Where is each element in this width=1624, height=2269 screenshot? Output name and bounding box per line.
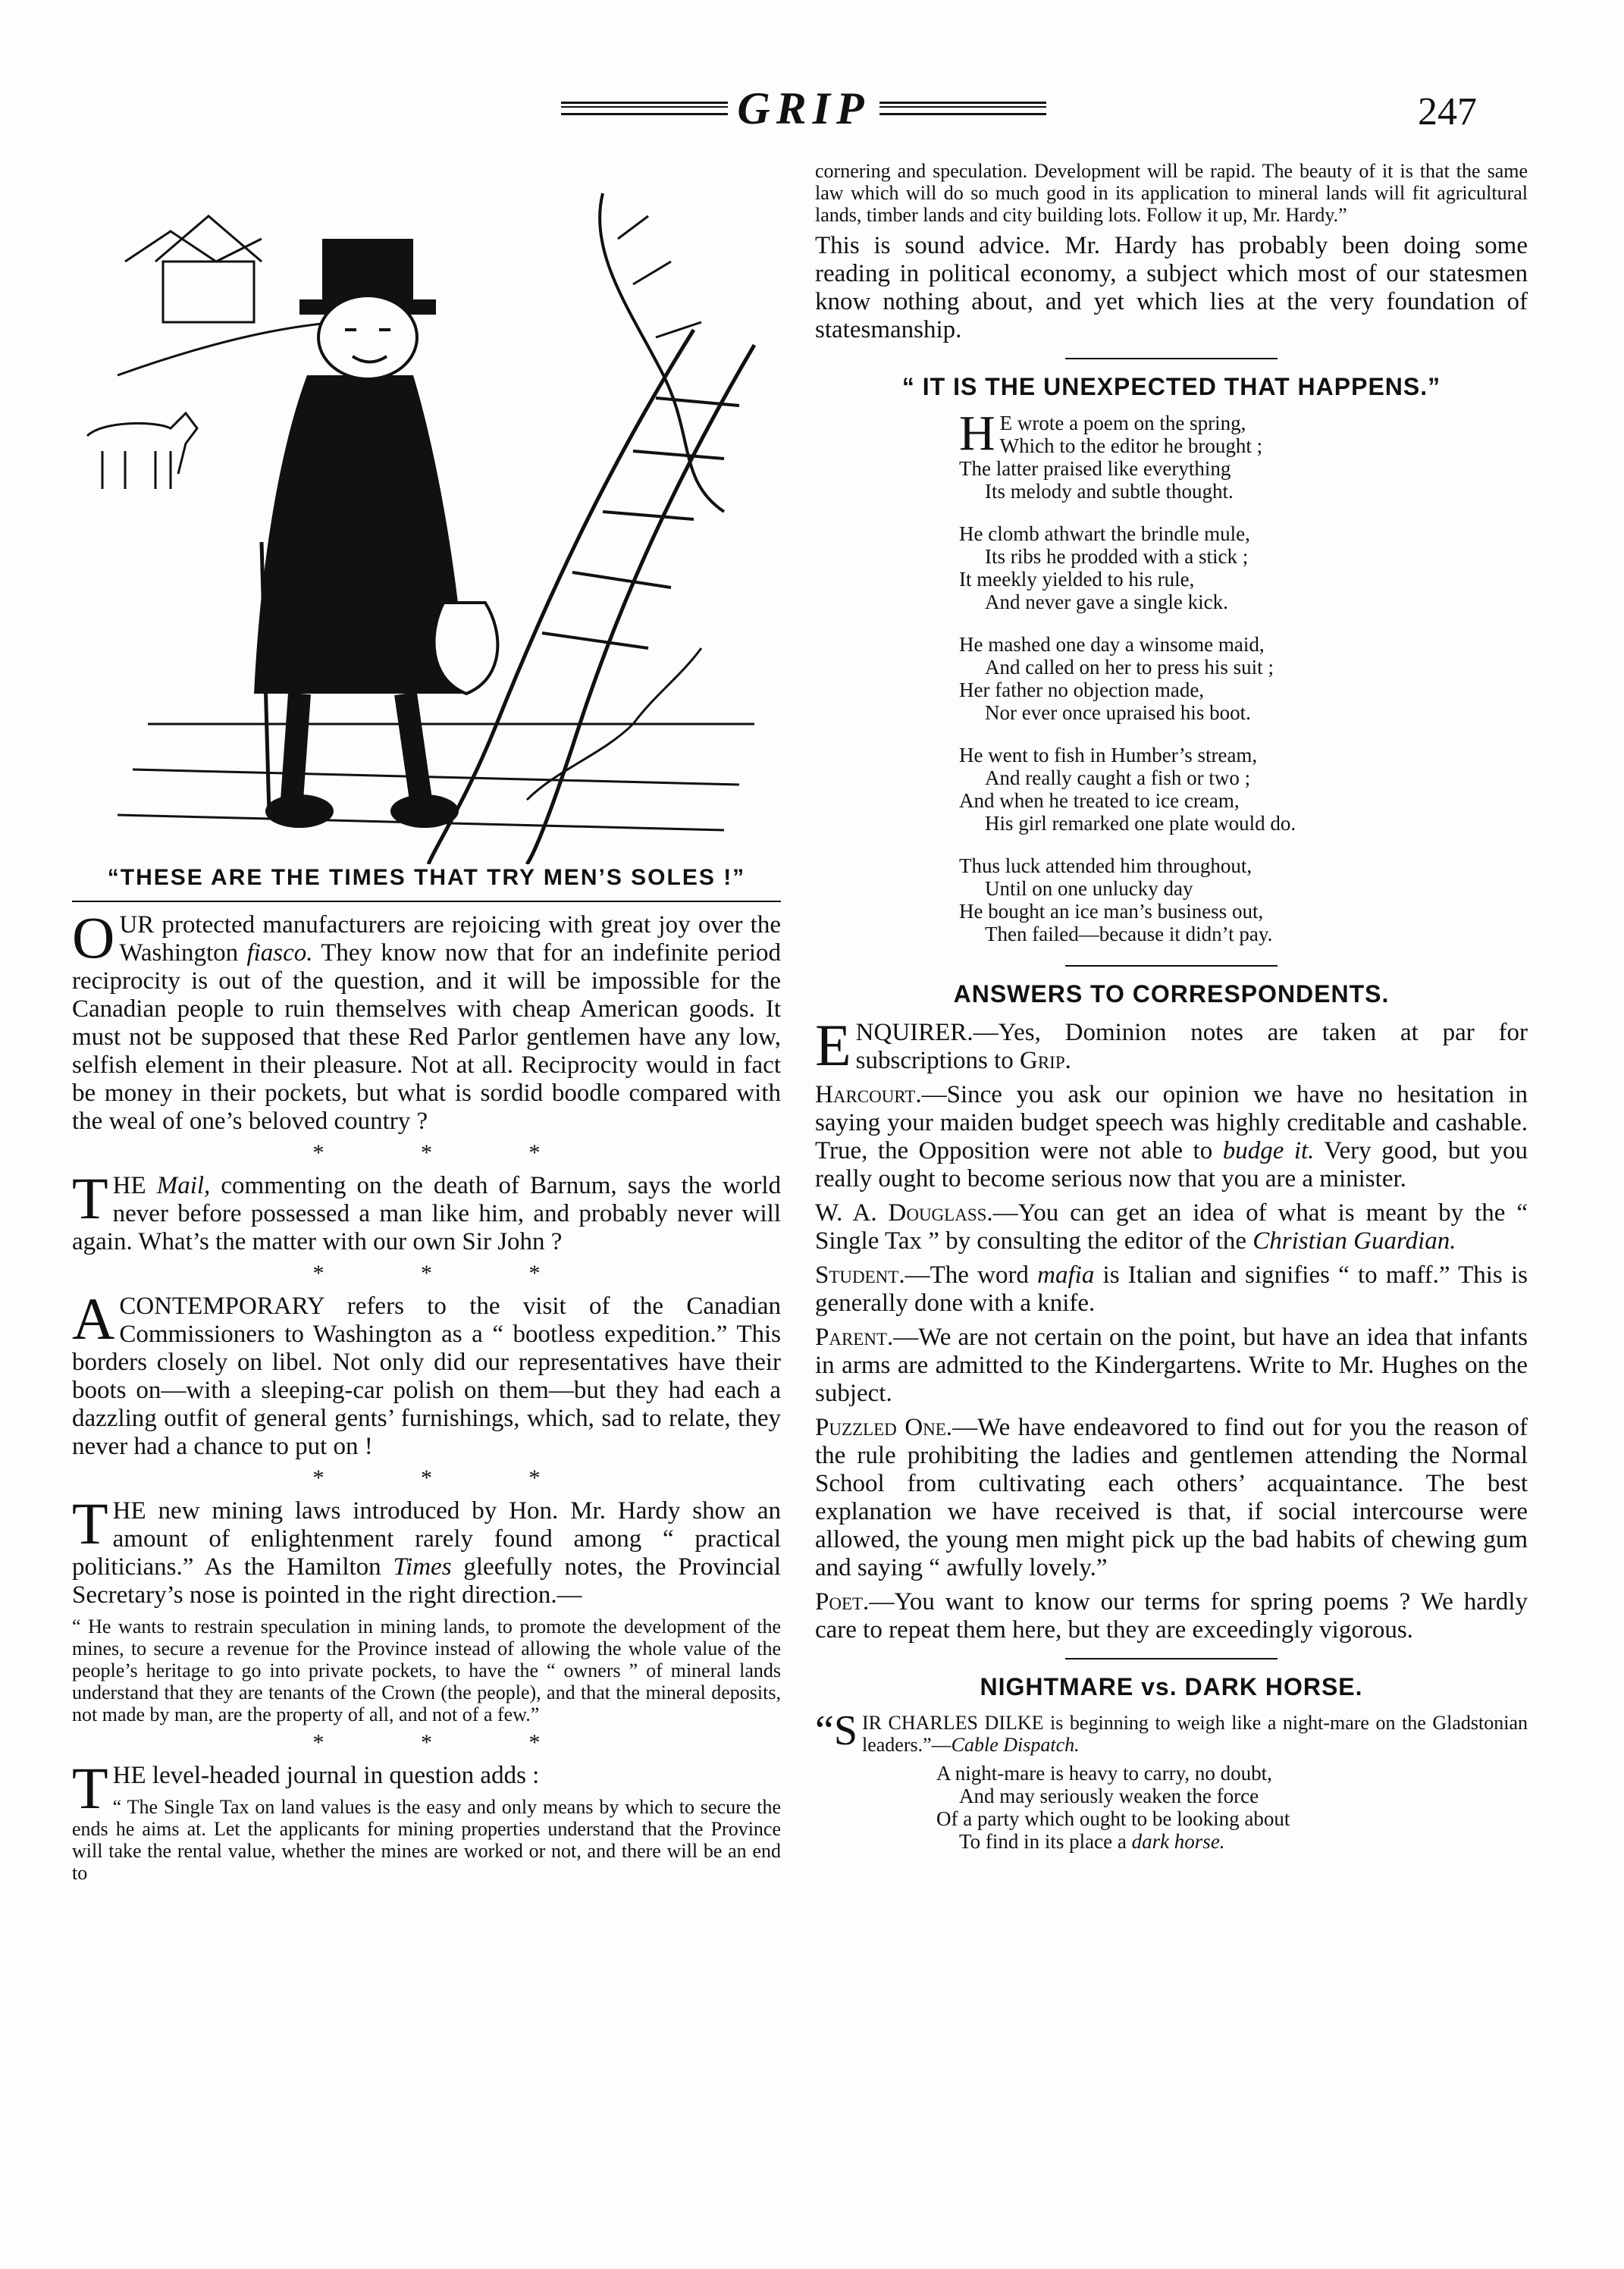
poem-stanza	[959, 744, 1528, 835]
drop-cap: E	[815, 1012, 851, 1078]
right-column	[815, 155, 1528, 1853]
answer-name: Puzzled One.	[815, 1414, 953, 1441]
answer-name: W. A. Douglass.	[815, 1199, 993, 1227]
paragraph-advice: This is sound advice. Mr. Hardy has probably been doing some reading in political economy, a subject which most of our statesmen know nothing about, and yet which lies at the very foundation of statesmanship.	[815, 232, 1528, 343]
paragraph-italic: Mail,	[156, 1172, 211, 1199]
paragraph-italic: Times	[393, 1553, 452, 1581]
cartoon-drawing	[72, 148, 781, 864]
answer-text: —You want to know our terms for spring poems ? We hardly care to repeat them here, but they are exceedingly vigorous.	[815, 1588, 1528, 1644]
masthead-rule-right	[879, 102, 1046, 115]
quote-text: IR CHARLES DILKE is beginning to weigh like a night-mare on the Gladstonian leaders.”—	[862, 1712, 1528, 1756]
paragraph-text: HE	[112, 1172, 157, 1199]
poem-line: It meekly yielded to his rule,	[959, 568, 1195, 591]
quote-single-tax: “ The Single Tax on land values is the easy and only means by which to secure the ends he aims at. Let the applicants for mining properties understand that the Province will take the rental value, whether the mines are worked or not, and there will be an end to	[72, 1796, 781, 1884]
answer-text: —Since you ask our opinion we have no hesitation in saying your maiden budget speech was highly creditable and cashable. True, the Opposition were not able to	[815, 1081, 1528, 1164]
answer-italic: mafia	[1037, 1261, 1095, 1289]
poem-line: And never gave a single kick.	[985, 591, 1228, 613]
answer-name: Poet.	[815, 1588, 870, 1616]
poem-line: He bought an ice man’s business out,	[959, 900, 1264, 923]
masthead-title: GRIP	[737, 83, 870, 133]
answer-text: Very good, but you really ought to become serious now that you are a minister.	[815, 1137, 1528, 1192]
cartoon-illustration	[72, 148, 781, 864]
verse-line	[936, 1830, 1528, 1853]
poem-line: Its melody and subtle thought.	[985, 480, 1234, 503]
drop-cap: T	[72, 1490, 108, 1556]
poem-line: Then failed—because it didn’t pay.	[985, 923, 1273, 945]
divider	[1065, 965, 1278, 967]
nightmare-verse	[815, 1762, 1528, 1853]
answer-student	[815, 1261, 1528, 1318]
paragraph-journal	[72, 1755, 781, 1821]
poem-line: Nor ever once upraised his boot.	[985, 701, 1251, 724]
poem-stanza	[959, 406, 1528, 503]
drop-cap: H	[959, 406, 995, 461]
answer-italic: Christian Guardian.	[1252, 1227, 1456, 1255]
cartoon-caption: “THESE ARE THE TIMES THAT TRY MEN’S SOLES !”	[107, 865, 746, 890]
masthead	[561, 82, 1046, 135]
paragraph-text: gleefully notes, the Provincial Secretary’s nose is pointed in the right direction.—	[72, 1553, 782, 1609]
poem-stanza	[959, 633, 1528, 724]
poem-stanza	[959, 522, 1528, 613]
paragraph-text: UR protected manufacturers are rejoicing with great joy over the Washington	[119, 911, 781, 967]
answer-name: Parent.	[815, 1324, 894, 1351]
left-column	[72, 148, 781, 1890]
divider	[1065, 358, 1278, 359]
verse-line: Of a party which ought to be looking about	[936, 1807, 1290, 1830]
poem-line: Which to the editor he brought ;	[999, 434, 1263, 457]
poem-title: “ IT IS THE UNEXPECTED THAT HAPPENS.”	[901, 373, 1441, 400]
answer-text: —We are not certain on the point, but have an idea that infants in arms are admitted to the Kindergartens. Write to Mr. Hughes on the subject.	[815, 1324, 1528, 1407]
answer-text: —The word	[904, 1261, 1038, 1289]
paragraph-italic: fiasco.	[246, 939, 313, 967]
poem-line: He mashed one day a winsome maid,	[959, 633, 1265, 656]
poem-line: Thus luck attended him throughout,	[959, 854, 1252, 877]
drop-cap: T	[72, 1165, 108, 1231]
answers-title: ANSWERS TO CORRESPONDENTS.	[953, 980, 1390, 1008]
drop-cap: “S	[815, 1707, 857, 1754]
section-stars: * * *	[312, 1261, 586, 1286]
answer-name: Harcourt.	[815, 1081, 922, 1108]
answer-text: —Yes, Dominion notes are taken at par for subscriptions to	[855, 1019, 1528, 1074]
poem-line: And called on her to press his suit ;	[985, 656, 1274, 679]
section-stars: * * *	[312, 1730, 586, 1755]
verse-italic: dark horse.	[1131, 1830, 1225, 1853]
paragraph-text: They know now that for an indefinite period reciprocity is out of the question, and it will be impossible for the Canadian people to ruin themselves with cheap American goods. It must not be supposed that these Red Parlor gentlemen have any low, selfish element in their pleasure. Not at all. Reciprocity would in fact be money in their pockets, but what is sordid boodle compared with the weal of one’s beloved country ?	[72, 939, 781, 1135]
verse-text: To find in its place a	[959, 1830, 1132, 1853]
poem-line: Its ribs he prodded with a stick ;	[985, 545, 1249, 568]
paragraph-text: CONTEMPORARY refers to the visit of the Canadian Commissioners to Washington as a “ bootless expedition.” This borders closely on libel. Not only did our representatives have their boots on—with a sleeping-car polish on them—but they had each a dazzling outfit of general gents’ furnishings, which, sad to relate, they never had a chance to put on !	[72, 1293, 781, 1460]
poem-line: And really caught a fish or two ;	[985, 766, 1251, 789]
answer-harcourt	[815, 1081, 1528, 1193]
paragraph-text: commenting on the death of Barnum, says the world never before possessed a man like him, and probably never will again. What’s the matter with our own Sir John ?	[72, 1172, 781, 1255]
answer-poet	[815, 1588, 1528, 1644]
poem	[815, 406, 1528, 945]
verse-line: And may seriously weaken the force	[959, 1785, 1259, 1807]
paragraph-reciprocity	[72, 904, 781, 1136]
answer-italic: budge it.	[1222, 1137, 1315, 1164]
quote-continued: cornering and speculation. Development will be rapid. The beauty of it is that the same law which will do so much good in its application to mineral lands will fit agricultural lands, timber lands and city building lots. Follow it up, Mr. Hardy.”	[815, 160, 1528, 226]
answer-name: NQUIRER.	[855, 1019, 973, 1046]
answer-enquirer	[815, 1012, 1528, 1078]
section-stars: * * *	[312, 1140, 586, 1165]
quote-source: Cable Dispatch.	[951, 1734, 1080, 1756]
answer-text: —We have endeavored to find out for you the reason of the rule prohibiting the ladies and gentlemen attending the Normal School from cultivating each others’ acquaintance. The best explanation we have received is that, if social intercourse were allowed, the young men might pick up the bad habits of chewing gum and saying “ awfully lovely.”	[815, 1414, 1528, 1581]
drop-cap: T	[72, 1755, 108, 1821]
answer-name: Student.	[815, 1261, 905, 1289]
divider	[1065, 1658, 1278, 1659]
quote-speculation: “ He wants to restrain speculation in mining lands, to promote the development of the mines, to secure a revenue for the Province instead of allowing the whole value of the people’s heritage to go into private pockets, to have the “ owners ” of mineral lands understand that they are tenants of the Crown (the people), and that the mineral deposits, not made by man, are the property of all, and not of a few.”	[72, 1616, 781, 1725]
answer-parent	[815, 1324, 1528, 1408]
masthead-rule-left	[561, 102, 728, 115]
paragraph-contemporary	[72, 1286, 781, 1461]
nightmare-title: NIGHTMARE vs. DARK HORSE.	[980, 1673, 1363, 1700]
poem-line: Her father no objection made,	[959, 679, 1205, 701]
page-number: 247	[1418, 90, 1477, 133]
poem-line: He went to fish in Humber’s stream,	[959, 744, 1258, 766]
paragraph-mining-laws	[72, 1490, 782, 1609]
paragraph-barnum	[72, 1165, 781, 1256]
poem-line: He clomb athwart the brindle mule,	[959, 522, 1250, 545]
poem-line: And when he treated to ice cream,	[959, 789, 1240, 812]
section-stars: * * *	[312, 1465, 586, 1490]
paragraph-text: HE new mining laws introduced by Hon. Mr. Hardy show an amount of enlightenment rarely found among “ practical politicians.” As the Hamilton	[72, 1497, 781, 1581]
answer-text: —You can get an idea of what is meant by the “ Single Tax ” by consulting the editor of the	[815, 1199, 1528, 1255]
nightmare-quote	[815, 1707, 1528, 1756]
poem-line: E wrote a poem on the spring,	[999, 412, 1246, 434]
drop-cap: O	[72, 904, 115, 970]
divider	[72, 901, 781, 902]
poem-stanza	[959, 854, 1528, 945]
answer-text: is Italian and signifies “ to maff.” This is generally done with a knife.	[815, 1261, 1528, 1317]
poem-line: Until on one unlucky day	[985, 877, 1193, 900]
poem-line: The latter praised like everything	[959, 457, 1231, 480]
drop-cap: A	[72, 1286, 115, 1352]
verse-line: A night-mare is heavy to carry, no doubt,	[936, 1762, 1272, 1785]
answer-text: Grip.	[1020, 1047, 1071, 1074]
poem-line: His girl remarked one plate would do.	[985, 812, 1296, 835]
paragraph-text: HE level-headed journal in question adds :	[112, 1762, 540, 1789]
answer-douglass	[815, 1199, 1528, 1255]
answer-puzzled-one	[815, 1414, 1528, 1582]
